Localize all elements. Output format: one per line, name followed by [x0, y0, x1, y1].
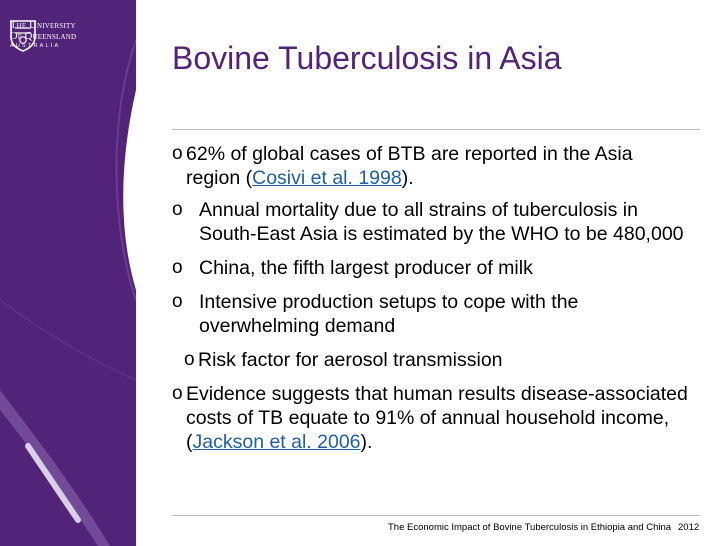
sub-bullet-item-1: [184, 348, 692, 372]
bullet-text: 62% of global cases of BTB are reported in the Asia region (: [186, 143, 633, 189]
citation-link-jackson[interactable]: Jackson et al. 2006: [192, 431, 361, 453]
citation-link-cosivi[interactable]: Cosivi et al. 1998: [252, 167, 402, 189]
bullet-marker: o: [172, 383, 183, 404]
university-logo: [10, 20, 76, 50]
bullet-marker: o: [172, 257, 183, 278]
bullet-text: China, the fifth largest producer of milk: [199, 257, 533, 279]
slide-title: Bovine Tuberculosis in Asia: [172, 40, 562, 76]
logo-line-university: The University: [10, 20, 76, 31]
bullet-item-2: [172, 198, 692, 246]
bullet-item-4: [172, 290, 692, 338]
crest-icon: [10, 20, 36, 52]
bullet-text-end: ).: [401, 167, 414, 189]
bullet-text-end: ).: [360, 431, 373, 453]
bullet-marker: o: [172, 199, 183, 220]
logo-line-australia: AUSTRALIA: [10, 43, 61, 50]
bullet-text: Risk factor for aerosol transmission: [198, 349, 503, 371]
bullet-list: [172, 142, 692, 454]
bullet-marker: o: [172, 143, 183, 164]
footer-divider: [172, 515, 700, 516]
footer-caption: The Economic Impact of Bovine Tuberculosis in Ethiopia and China: [388, 522, 672, 533]
logo-line-queensland: Of Queensland: [10, 31, 77, 43]
bullet-item-3: [172, 256, 692, 280]
bullet-item-1: [172, 142, 692, 190]
bullet-text: Intensive production setups to cope with the overwhelming demand: [199, 291, 579, 337]
sidebar-panel: [0, 0, 136, 546]
footer-year: 2012: [678, 522, 700, 533]
bullet-text: Annual mortality due to all strains of tuberculosis in South-East Asia is estimated by the WHO to be 480,000: [199, 199, 684, 245]
bullet-marker: o: [172, 291, 183, 312]
bullet-item-5: [172, 382, 692, 454]
bullet-marker: o: [184, 349, 195, 370]
bullet-text: Evidence suggests that human results disease-associated costs of TB equate to 91% of annual household income, (: [186, 383, 688, 453]
title-divider: [172, 129, 700, 130]
decorative-curves: [0, 0, 136, 546]
